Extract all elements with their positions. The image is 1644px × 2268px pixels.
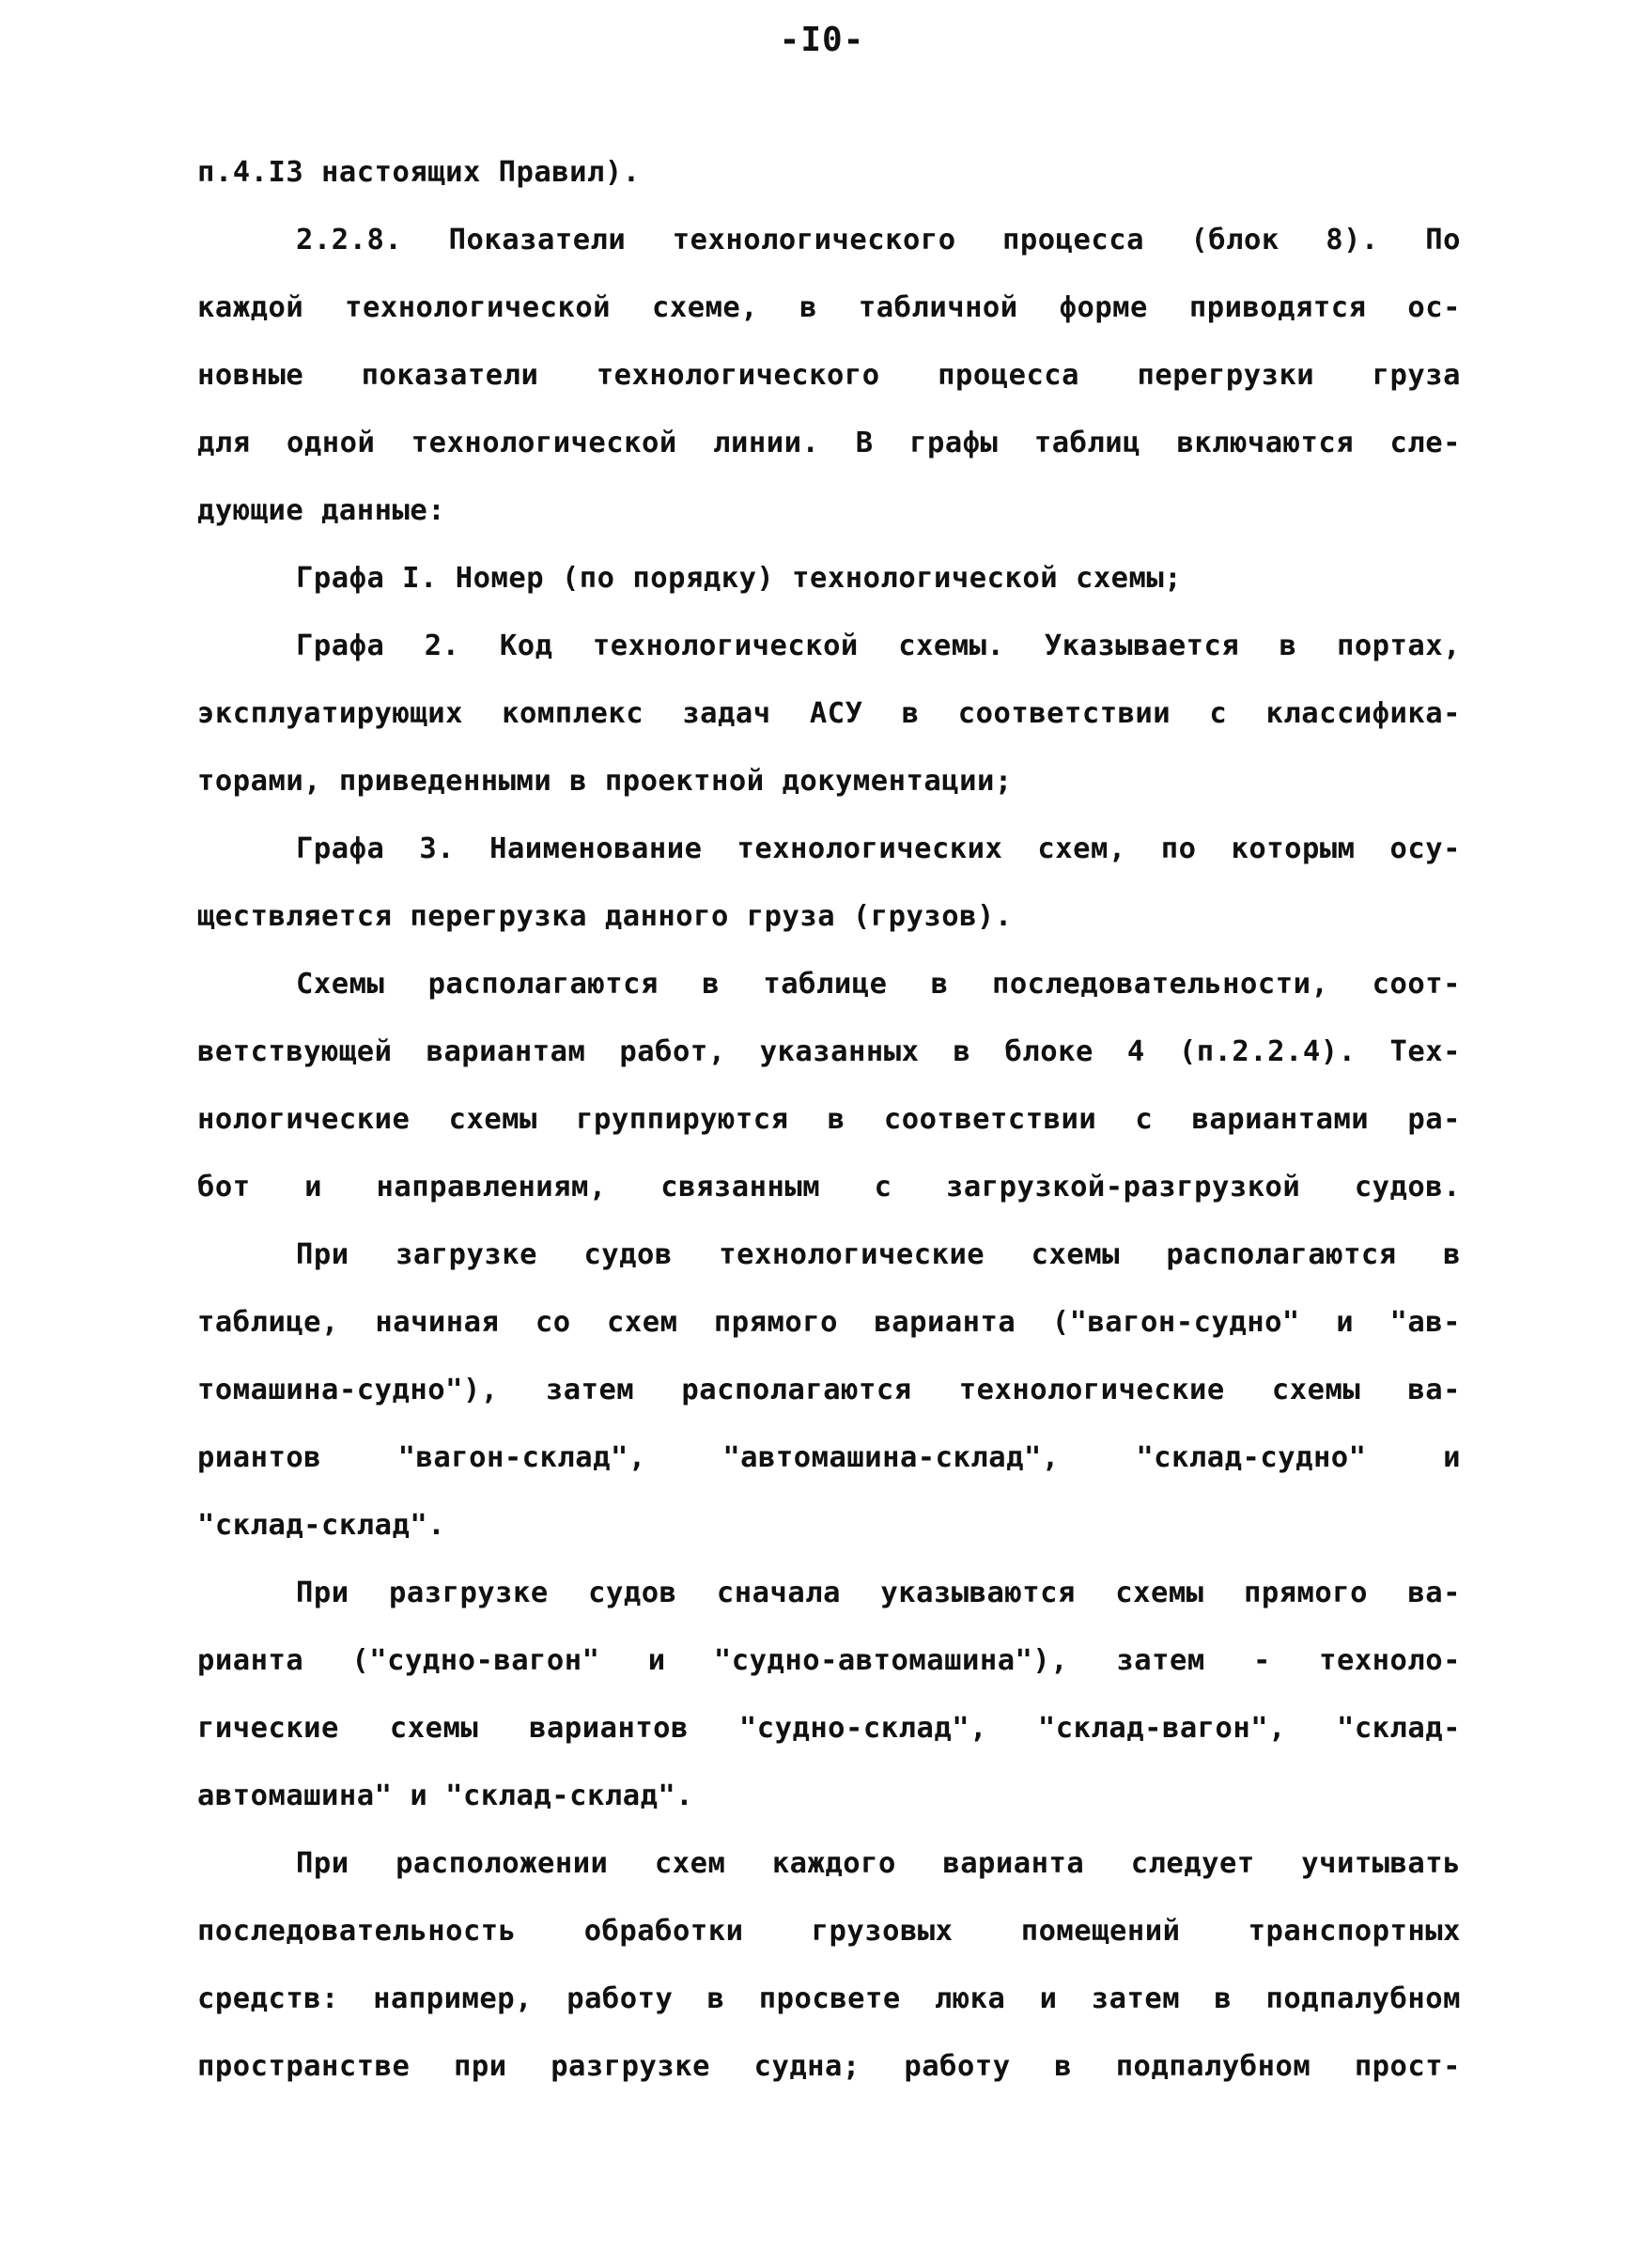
text-line: Графа 3. Наименование технологических схем, по которым осу- — [296, 832, 1461, 865]
paragraph — [197, 951, 1461, 1221]
text-line: ществляется перегрузка данного груза (грузов). — [197, 900, 1013, 933]
text-line: эксплуатирующих комплекс задач АСУ в соответствии с классифика- — [197, 697, 1461, 730]
paragraph — [197, 613, 1461, 816]
text-line: гические схемы вариантов "судно-склад", "склад-вагон", "склад- — [197, 1712, 1461, 1745]
text-line: каждой технологической схеме, в табличной форме приводятся ос- — [197, 291, 1461, 324]
body-text — [197, 139, 1461, 2101]
paragraph — [197, 1221, 1461, 1560]
paragraph — [197, 816, 1461, 951]
text-line: последовательность обработки грузовых помещений транспортных — [197, 1915, 1461, 1948]
text-line: автомашина" и "склад-склад". — [197, 1779, 694, 1812]
text-line: новные показатели технологического процесса перегрузки груза — [197, 359, 1461, 392]
text-line: дующие данные: — [197, 494, 446, 527]
text-line: "склад-склад". — [197, 1509, 446, 1542]
page-number: -I0- — [779, 21, 865, 59]
paragraph — [197, 139, 1461, 207]
text-line: п.4.I3 настоящих Правил). — [197, 156, 641, 189]
text-line: 2.2.8. Показатели технологического процесса (блок 8). По — [296, 224, 1461, 256]
text-line: нологические схемы группируются в соответствии с вариантами ра- — [197, 1103, 1461, 1136]
text-line: При загрузке судов технологические схемы располагаются в — [296, 1238, 1461, 1271]
text-line: При разгрузке судов сначала указываются схемы прямого ва- — [296, 1577, 1461, 1609]
text-line: Схемы располагаются в таблице в последовательности, соот- — [296, 968, 1461, 1001]
text-line: Графа 2. Код технологической схемы. Указывается в портах, — [296, 629, 1461, 662]
text-line: торами, приведенными в проектной документации; — [197, 765, 1013, 798]
paragraph — [197, 545, 1461, 613]
text-line: ветствующей вариантам работ, указанных в блоке 4 (п.2.2.4). Тех- — [197, 1035, 1461, 1068]
text-line: томашина-судно"), затем располагаются технологические схемы ва- — [197, 1374, 1461, 1406]
text-line: Графа I. Номер (по порядку) технологической схемы; — [296, 562, 1183, 595]
text-line: для одной технологической линии. В графы таблиц включаются сле- — [197, 427, 1461, 459]
text-line: рианта ("судно-вагон" и "судно-автомашина"), затем - техноло- — [197, 1644, 1461, 1677]
text-line: бот и направлениям, связанным с загрузкой-разгрузкой судов. — [197, 1171, 1461, 1204]
paragraph — [197, 1830, 1461, 2101]
text-line: таблице, начиная со схем прямого варианта ("вагон-судно" и "ав- — [197, 1306, 1461, 1339]
text-line: При расположении схем каждого варианта следует учитывать — [296, 1847, 1461, 1880]
text-line: риантов "вагон-склад", "автомашина-склад", "склад-судно" и — [197, 1441, 1461, 1474]
paragraph — [197, 207, 1461, 545]
text-line: пространстве при разгрузке судна; работу в подпалубном прост- — [197, 2050, 1461, 2083]
paragraph — [197, 1560, 1461, 1830]
text-line: средств: например, работу в просвете люка и затем в подпалубном — [197, 1982, 1461, 2015]
